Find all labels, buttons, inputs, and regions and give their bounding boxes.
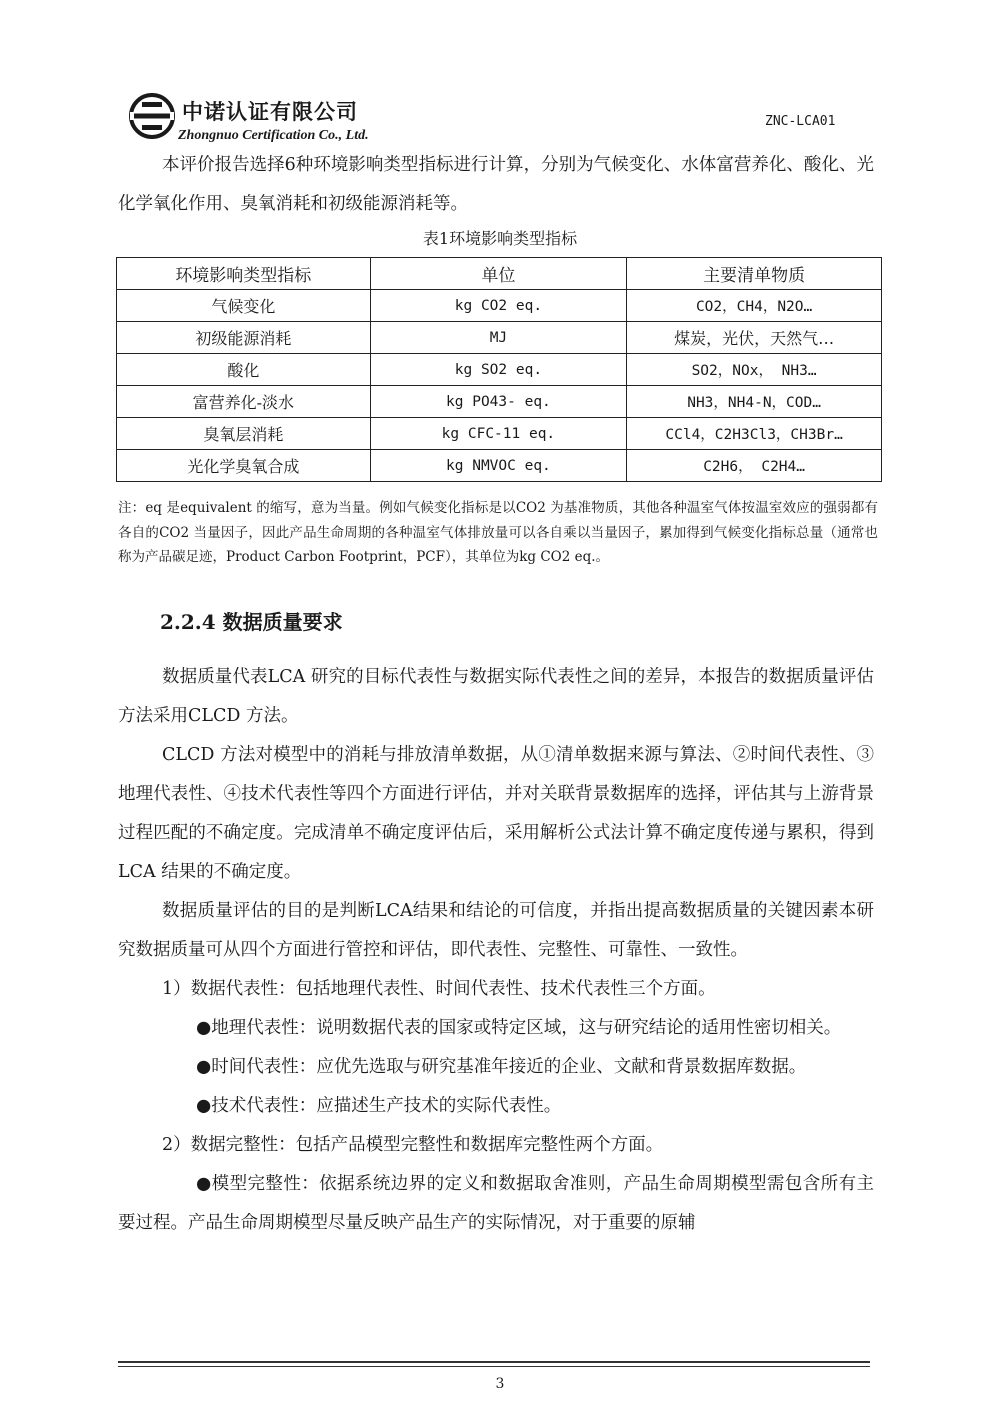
cell-indicator: 富营养化-淡水 [117,386,371,418]
cell-unit: kg CO2 eq. [370,290,627,322]
cell-unit: kg PO43- eq. [370,386,627,418]
footer-rule [118,1361,870,1363]
cell-unit: kg NMVOC eq. [370,450,627,482]
footer-rule [118,1366,870,1367]
table-row [117,418,882,450]
cell-unit: kg CFC-11 eq. [370,418,627,450]
body-paragraph: CLCD 方法对模型中的消耗与排放清单数据，从①清单数据来源与算法、②时间代表性、③地理代表性、④技术代表性等四个方面进行评估，并对关联背景数据库的选择，评估其与上游背景过程匹配的不确定度。完成清单不确定度评估后，采用解析公式法计算不确定度传递与累积，得到LCA 结果的不确定度。 [118,745,874,882]
cell-substances: CO2，CH4，N2O… [627,290,882,322]
cell-indicator: 臭氧层消耗 [117,418,371,450]
body-paragraph: 数据质量代表LCA 研究的目标代表性与数据实际代表性之间的差异，本报告的数据质量评估方法采用CLCD 方法。 [118,667,874,726]
cell-indicator: 酸化 [117,354,371,386]
table-row [117,322,882,354]
intro-text: 本评价报告选择6种环境影响类型指标进行计算，分别为气候变化、水体富营养化、酸化、光化学氧化作用、臭氧消耗和初级能源消耗等。 [118,155,874,214]
table-note-text: 注：eq 是equivalent 的缩写，意为当量。例如气候变化指标是以CO2 为基准物质，其他各种温室气体按温室效应的强弱都有各自的CO2 当量因子，因此产品生命周期的各种温室气体排放量可以各自乘以当量因子，累加得到气候变化指标总量（通常也称为产品碳足迹，Product Carbon Footprint，PCF），其单位为kg CO2 eq.。 [118,500,878,565]
cell-unit: kg SO2 eq. [370,354,627,386]
intro-paragraph [118,146,874,224]
bullet-item: ●地理代表性：说明数据代表的国家或特定区域，这与研究结论的适用性密切相关。 [196,1018,842,1038]
body-paragraph: 数据质量评估的目的是判断LCA结果和结论的可信度，并指出提高数据质量的关键因素本研究数据质量可从四个方面进行管控和评估，即代表性、完整性、可靠性、一致性。 [118,901,874,960]
cell-substances: C2H6， C2H4… [627,450,882,482]
enum-item: 1）数据代表性：包括地理代表性、时间代表性、技术代表性三个方面。 [162,979,716,999]
section-heading: 2.2.4 数据质量要求 [160,610,343,634]
document-code: ZNC-LCA01 [765,114,836,129]
bullet-item: ●时间代表性：应优先选取与研究基准年接近的企业、文献和背景数据库数据。 [196,1057,807,1077]
table-caption: 表1环境影响类型指标 [422,229,578,248]
company-logo-icon [128,92,176,140]
table-note [118,496,878,570]
company-name-cn: 中诺认证有限公司 [182,100,358,124]
cell-indicator: 初级能源消耗 [117,322,371,354]
bullet-item: ●技术代表性：应描述生产技术的实际代表性。 [196,1096,562,1116]
cell-indicator: 气候变化 [117,290,371,322]
table-row [117,386,882,418]
cell-substances: CCl4，C2H3Cl3，CH3Br… [627,418,882,450]
cell-unit: MJ [370,322,627,354]
section-body [118,658,874,1243]
cell-substances: NH3，NH4-N，COD… [627,386,882,418]
header-substances: 主要清单物质 [627,258,882,290]
company-name-en: Zhongnuo Certification Co., Ltd. [178,128,369,143]
cell-substances: SO2，NOx， NH3… [627,354,882,386]
table-row [117,290,882,322]
header-unit: 单位 [370,258,627,290]
table-row [117,354,882,386]
header-indicator: 环境影响类型指标 [117,258,371,290]
page-number: 3 [495,1376,505,1392]
table-header-row [117,258,882,290]
cell-indicator: 光化学臭氧合成 [117,450,371,482]
table-row [117,450,882,482]
bullet-item: ●模型完整性：依据系统边界的定义和数据取舍准则，产品生命周期模型需包含所有主要过程。产品生命周期模型尽量反映产品生产的实际情况，对于重要的原辅 [118,1174,874,1233]
enum-item: 2）数据完整性：包括产品模型完整性和数据库完整性两个方面。 [162,1135,664,1155]
impact-indicator-table [116,257,882,482]
cell-substances: 煤炭，光伏，天然气… [627,322,882,354]
